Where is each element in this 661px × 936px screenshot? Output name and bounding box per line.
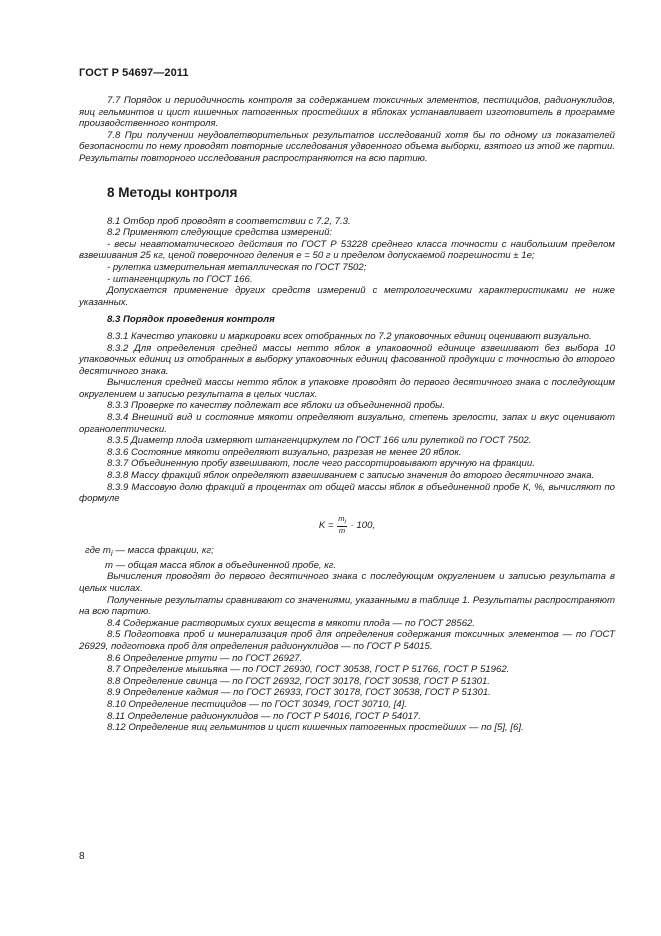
paragraph-8-3-7: 8.3.7 Объединенную пробу взвешивают, после чего рассортировывают вручную на фракции. [107,458,535,470]
standard-header: ГОСТ Р 54697—2011 [79,67,189,79]
formula-mass-fraction [79,515,615,536]
paragraph-8-5: 8.5 Подготовка проб и минерализация проб для определения содержания токсичных элементов — по ГОСТ 26929, подготовка проб для определения радионуклидов — по ГОСТ Р 54015. [79,629,615,652]
formula-num-var: m [338,513,345,523]
paragraph-calc-note: Вычисления проводят до первого десятичного знака с последующим округлением и записью результата в целых числах. [79,571,615,594]
list-item-scales: - весы неавтоматического действия по ГОСТ Р 53228 среднего класса точности с наибольшим пределом взвешивания 25 кг, ценой поверочного деления e = 50 г и пределом допускаемой погрешности ± 1e; [79,238,615,262]
where-clause-m: m — общая масса яблок в объединенной пробе, кг. [105,559,337,571]
formula-lhs: K = [318,519,334,531]
formula-num-sub: i [344,518,346,526]
paragraph-8-3-5: 8.3.5 Диаметр плода измеряют штангенциркулем по ГОСТ 166 или рулеткой по ГОСТ 7502. [107,435,532,447]
paragraph-8-6: 8.6 Определение ртути — по ГОСТ 26927. [107,652,303,664]
paragraph-8-7: 8.7 Определение мышьяка — по ГОСТ 26930, ГОСТ 30538, ГОСТ Р 51766, ГОСТ Р 51962. [107,664,510,676]
paragraph-8-3-1: 8.3.1 Качество упаковки и маркировки всех отобранных по 7.2 упаковочных единиц оценивают визуально. [107,330,592,342]
paragraph-8-2-note: Допускается применение других средств измерений с метрологическими характеристиками не ниже указанных. [79,285,615,308]
paragraph-8-8: 8.8 Определение свинца — по ГОСТ 26932, ГОСТ 30178, ГОСТ 30538, ГОСТ Р 51301. [107,675,490,687]
where-clause-mi [85,545,615,560]
paragraph-8-2: 8.2 Применяют следующие средства измерений: [107,227,333,239]
section-8-heading: 8 Методы контроля [107,184,238,200]
paragraph-8-3-2: 8.3.2 Для определения средней массы нетто яблок в упаковочной единице взвешивают без выбора 10 упаковочных единиц из отобранных в выборку упаковочных единиц фасованной продукции с точностью до второго десятичного знака. [79,342,615,377]
paragraph-8-12: 8.12 Определение яиц гельминтов и цист кишечных патогенных простейших — по [5], [6]. [107,722,524,734]
paragraph-7-7: 7.7 Порядок и периодичность контроля за содержанием токсичных элементов, пестицидов, радионуклидов, яиц гельминтов и цист кишечных патогенных простейших в яблоках устанавливает изготовитель в программе производственного контроля. [79,95,615,130]
where-mi-pre: где m [85,545,111,557]
paragraph-8-3-9: 8.3.9 Массовую долю фракций в процентах от общей массы яблок в объединенной пробе К, %, вычисляют по формуле [79,481,615,505]
where-mi-sub: i [110,549,113,559]
paragraph-8-11: 8.11 Определение радионуклидов — по ГОСТ Р 54016, ГОСТ Р 54017. [107,710,421,722]
paragraph-8-3-8: 8.3.8 Массу фракций яблок определяют взвешиванием с записью значения до второго десятичного знака. [107,470,595,482]
list-item-tape-measure: - рулетка измерительная металлическая по ГОСТ 7502; [107,261,367,273]
paragraph-8-3-2-calc: Вычисления средней массы нетто яблок в упаковке проводят до первого десятичного знака с последующим округлением и записью результата в целых числах. [79,377,615,400]
formula-fraction [337,515,347,536]
paragraph-8-10: 8.10 Определение пестицидов — по ГОСТ 30349, ГОСТ 30710, [4]. [107,698,407,710]
page-body [79,95,615,734]
paragraph-8-4: 8.4 Содержание растворимых сухих веществ в мякоти плода — по ГОСТ 28562. [107,617,476,629]
paragraph-8-9: 8.9 Определение кадмия — по ГОСТ 26933, ГОСТ 30178, ГОСТ 30538, ГОСТ Р 51301. [107,687,491,699]
list-item-caliper: - штангенциркуль по ГОСТ 166. [107,273,253,285]
paragraph-8-3-6: 8.3.6 Состояние мякоти определяют визуально, разрезая не менее 20 яблок. [107,446,462,458]
paragraph-8-3-4: 8.3.4 Внешний вид и состояние мякоти определяют визуально, степень зрелости, запах и вкус оценивают органолептически. [79,412,615,435]
paragraph-results-note: Полученные результаты сравнивают со значениями, указанными в таблице 1. Результаты распространяют на всю партию. [79,594,615,618]
paragraph-8-1: 8.1 Отбор проб проводят в соответствии с 7.2, 7.3. [107,215,351,227]
subsection-8-3-title: 8.3 Порядок проведения контроля [107,314,275,326]
page-number: 8 [79,851,85,862]
formula-rhs: · 100, [350,519,376,531]
paragraph-7-8: 7.8 При получении неудовлетворительных результатов исследований хотя бы по одному из показателей безопасности по нему проводят повторные исследования удвоенного объема выборки, взятого из этой же партии. Результаты повторного исследования распространяются на всю партию. [79,129,615,164]
paragraph-8-3-3: 8.3.3 Проверке по качеству подлежат все яблоки из объединенной пробы. [107,400,445,412]
formula-denominator: m [338,526,346,536]
where-mi-post: — масса фракции, кг; [112,545,214,557]
